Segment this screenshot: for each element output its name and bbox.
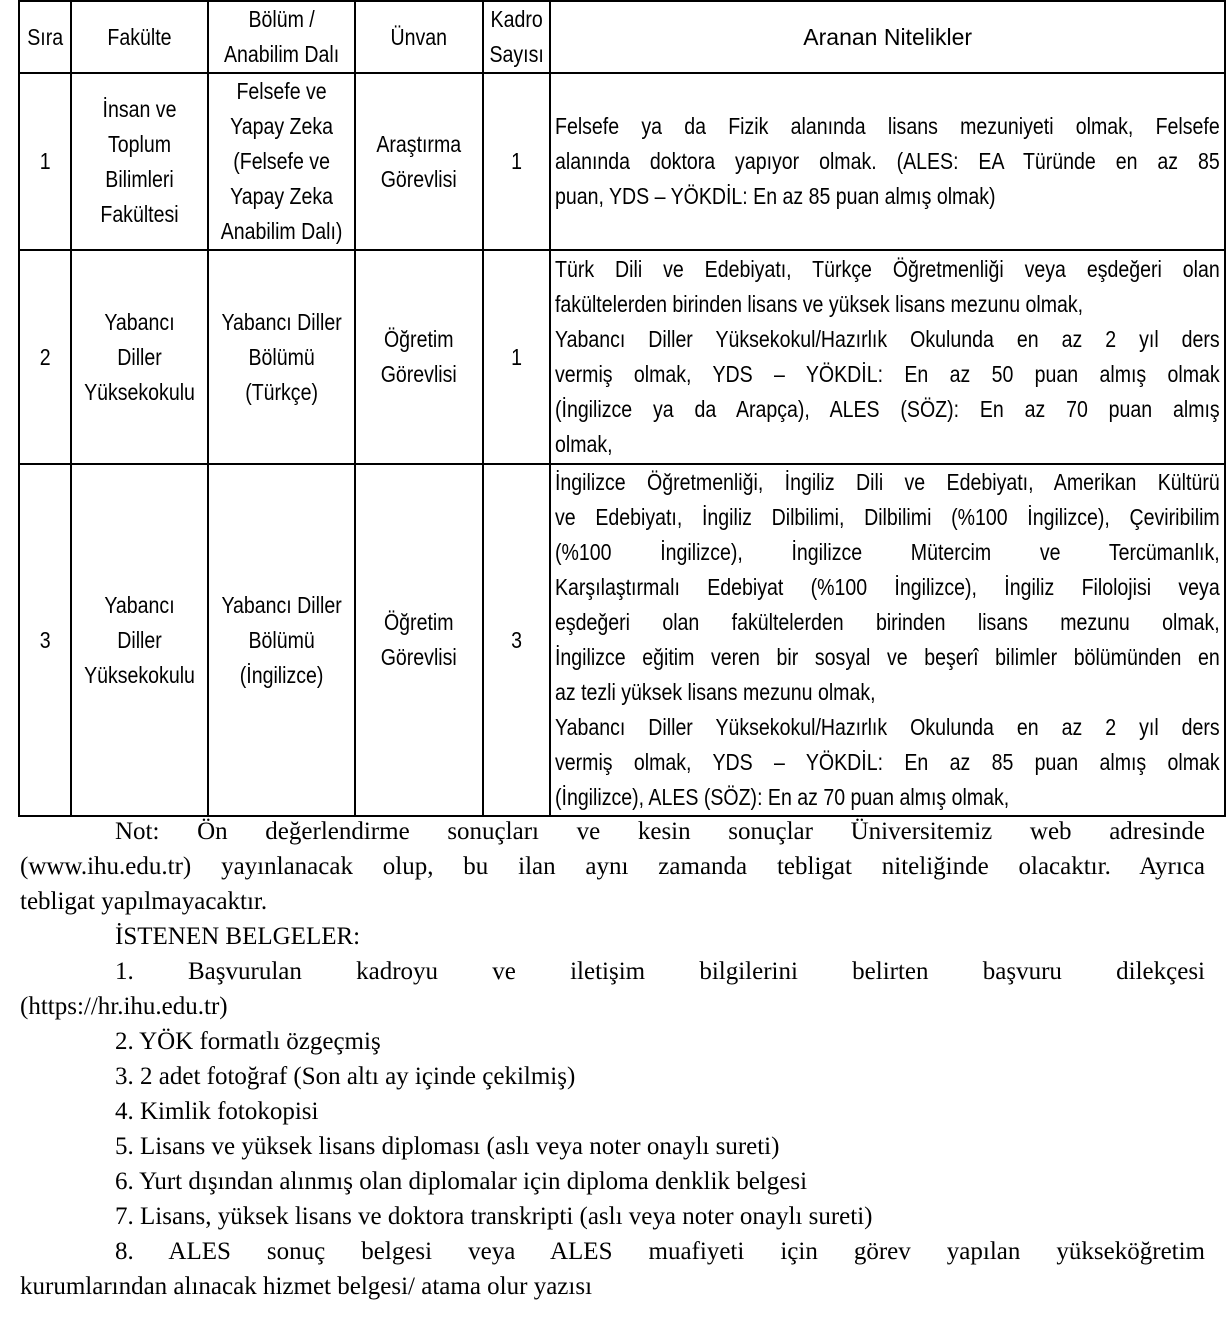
requirement-line: Felsefe ya da Fizik alanında lisans mezuniyeti olmak, Felsefe xyxy=(555,113,1221,139)
unvan-text: Araştırma Görevlisi xyxy=(376,130,462,192)
header-fakulte xyxy=(71,1,208,73)
fakulte-text: Yabancı Diller Yüksekokulu xyxy=(83,308,195,405)
table-row xyxy=(19,464,1225,816)
requirement-line: vermiş olmak, YDS – YÖKDİL: En az 50 puan almış olmak xyxy=(555,361,1221,387)
bolum-text: Felsefe ve Yapay Zeka (Felsefe ve Yapay Zeka Anabilim Dalı) xyxy=(220,78,343,244)
unvan-text: Öğretim Görevlisi xyxy=(380,326,457,387)
text-line: 7. Lisans, yüksek lisans ve doktora transkripti (aslı veya noter onaylı sureti) xyxy=(115,1203,873,1230)
unvan-text: Öğretim Görevlisi xyxy=(380,609,457,670)
requirement-line: alanında doktora yapıyor olmak. (ALES: EA Türünde en az 85 xyxy=(555,148,1221,174)
text-line: tebligat yapılmayacaktır. xyxy=(20,888,268,915)
requirement-line: olmak, xyxy=(555,431,613,457)
requirement-line: (İngilizce), ALES (SÖZ): En az 70 puan almış olmak, xyxy=(555,784,1010,810)
header-text: Sıra xyxy=(26,23,63,50)
cell-fakulte xyxy=(71,73,208,250)
text-line: 2. YÖK formatlı özgeçmiş xyxy=(115,1028,381,1055)
bolum-text: Yabancı Diller Bölümü (İngilizce) xyxy=(221,591,342,688)
sira-text: 1 xyxy=(39,148,51,174)
kadro-text: 3 xyxy=(511,626,522,653)
cell-unvan xyxy=(355,73,482,250)
text-line: 5. Lisans ve yüksek lisans diploması (aslı veya noter onaylı sureti) xyxy=(115,1133,780,1160)
text-line: (www.ihu.edu.tr) yayınlanacak olup, bu ilan aynı zamanda tebligat niteliğinde olacaktır. Ayrıca xyxy=(20,853,1205,880)
requirement-line: puan, YDS – YÖKDİL: En az 85 puan almış olmak) xyxy=(555,183,996,209)
header-bolum xyxy=(208,1,356,73)
cell-kadro xyxy=(483,464,551,816)
header-text: Aranan Nitelikler xyxy=(803,23,973,50)
fakulte-text: İnsan ve Toplum Bilimleri Fakültesi xyxy=(100,95,179,227)
cell-fakulte xyxy=(71,250,208,464)
requirement-line: Karşılaştırmalı Edebiyat (%100 İngilizce), İngiliz Filolojisi veya xyxy=(555,574,1221,600)
cell-nitelikler xyxy=(550,73,1225,250)
requirement-line: İngilizce eğitim veren bir sosyal ve beşerî bilimler bölümünden en xyxy=(555,644,1221,670)
cell-sira xyxy=(19,73,71,250)
text-line: Not: Ön değerlendirme sonuçları ve kesin sonuçlar Üniversitemiz web adresinde xyxy=(115,818,1205,845)
text-line: 4. Kimlik fotokopisi xyxy=(115,1098,319,1125)
kadro-text: 1 xyxy=(511,343,522,370)
requirement-line: (İngilizce ya da Arapça), ALES (SÖZ): En az 70 puan almış xyxy=(555,396,1221,422)
header-text: Fakülte xyxy=(107,23,172,50)
requirement-line: Yabancı Diller Yüksekokul/Hazırlık Okulunda en az 2 yıl ders xyxy=(555,326,1221,352)
text-line: 8. ALES sonuç belgesi veya ALES muafiyeti için görev yapılan yükseköğretim xyxy=(115,1238,1205,1265)
requirement-line: Yabancı Diller Yüksekokul/Hazırlık Okulunda en az 2 yıl ders xyxy=(555,714,1221,740)
header-text: Kadro Sayısı xyxy=(489,6,544,67)
positions-table xyxy=(18,0,1226,817)
cell-bolum xyxy=(208,73,356,250)
cell-bolum xyxy=(208,250,356,464)
cell-sira xyxy=(19,250,71,464)
header-unvan xyxy=(355,1,482,73)
requirement-line: az tezli yüksek lisans mezunu olmak, xyxy=(555,679,876,705)
bolum-text: Yabancı Diller Bölümü (Türkçe) xyxy=(221,308,342,405)
table-row xyxy=(19,250,1225,464)
cell-unvan xyxy=(355,464,482,816)
header-kadro xyxy=(483,1,551,73)
requirement-line: eşdeğeri olan fakültelerden birinden lisans mezunu olmak, xyxy=(555,609,1221,635)
requirement-line: Türk Dili ve Edebiyatı, Türkçe Öğretmenliği veya eşdeğeri olan xyxy=(555,256,1221,282)
header-sira xyxy=(19,1,71,73)
cell-kadro xyxy=(483,73,551,250)
text-line: 6. Yurt dışından alınmış olan diplomalar için diploma denklik belgesi xyxy=(115,1168,808,1195)
header-text: Bölüm / Anabilim Dalı xyxy=(223,6,340,67)
fakulte-text: Yabancı Diller Yüksekokulu xyxy=(83,591,195,688)
cell-unvan xyxy=(355,250,482,464)
kadro-text: 1 xyxy=(511,148,522,174)
sira-text: 3 xyxy=(39,626,51,653)
cell-fakulte xyxy=(71,464,208,816)
cell-bolum xyxy=(208,464,356,816)
cell-nitelikler xyxy=(550,250,1225,464)
sira-text: 2 xyxy=(39,343,51,370)
requirement-line: (%100 İngilizce), İngilizce Mütercim ve Tercümanlık, xyxy=(555,539,1221,565)
header-nitelikler xyxy=(550,1,1225,73)
requirement-line: fakültelerden birinden lisans ve yüksek lisans mezunu olmak, xyxy=(555,291,1084,317)
text-line: 1. Başvurulan kadroyu ve iletişim bilgilerini belirten başvuru dilekçesi xyxy=(115,958,1205,985)
table-row xyxy=(19,73,1225,250)
cell-nitelikler xyxy=(550,464,1225,816)
table-header-row xyxy=(19,1,1225,73)
text-line: İSTENEN BELGELER: xyxy=(115,923,361,950)
requirement-line: İngilizce Öğretmenliği, İngiliz Dili ve Edebiyatı, Amerikan Kültürü xyxy=(555,469,1221,495)
header-text: Ünvan xyxy=(390,23,448,50)
notes-section xyxy=(20,814,1205,1304)
cell-sira xyxy=(19,464,71,816)
requirement-line: ve Edebiyatı, İngiliz Dilbilimi, Dilbilimi (%100 İngilizce), Çeviribilim xyxy=(555,504,1221,530)
text-line: 3. 2 adet fotoğraf (Son altı ay içinde çekilmiş) xyxy=(115,1063,576,1090)
text-line: (https://hr.ihu.edu.tr) xyxy=(20,993,228,1020)
requirement-line: vermiş olmak, YDS – YÖKDİL: En az 85 puan almış olmak xyxy=(555,749,1221,775)
text-line: kurumlarından alınacak hizmet belgesi/ atama olur yazısı xyxy=(20,1273,593,1300)
cell-kadro xyxy=(483,250,551,464)
